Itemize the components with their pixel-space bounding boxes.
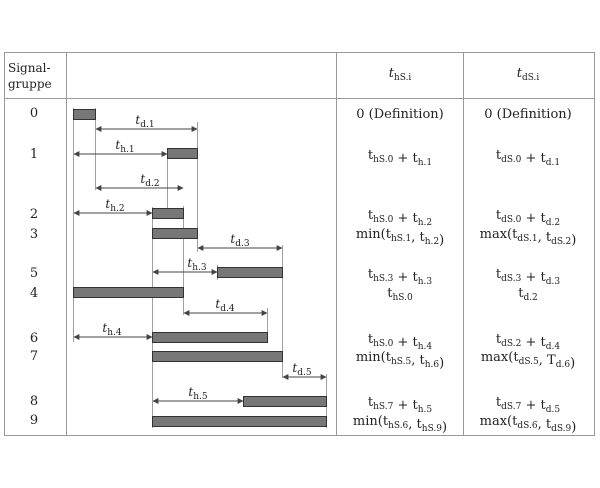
th-cell-3: $\min(t_{hS.1}$, $t_{h.2}$) <box>355 227 445 248</box>
bar-group-1 <box>168 149 198 159</box>
row-label: 6 <box>29 331 39 346</box>
header-td: $t_{dS.i}$ <box>516 66 540 83</box>
td-cell-1: $t_{dS.0} + t_{d.1}$ <box>495 148 561 168</box>
bar-group-6 <box>153 333 268 343</box>
row-label: 8 <box>29 394 39 409</box>
th-cell-2: $t_{hS.0} + t_{h.2}$ <box>367 208 433 228</box>
bar-group-2 <box>153 209 184 219</box>
formula-column-th <box>353 107 447 435</box>
bar-group-4 <box>74 288 184 298</box>
th-cell-8: $t_{hS.7} + t_{h.5}$ <box>367 395 433 415</box>
row-label: 2 <box>29 207 39 222</box>
arrow-label: $t_{h.1}$ <box>115 138 135 155</box>
arrow-label: $t_{d.4}$ <box>215 297 235 314</box>
bar-group-7 <box>153 352 283 362</box>
row-label: 5 <box>29 266 39 281</box>
arrow-label: $t_{d.5}$ <box>292 361 312 378</box>
arrow-label: $t_{d.1}$ <box>135 113 155 130</box>
bar-group-0 <box>74 110 96 120</box>
td-cell-5: $t_{dS.3} + t_{d.3}$ <box>495 267 561 287</box>
header-signal-line2: gruppe <box>8 77 52 91</box>
bar-group-5 <box>218 268 283 278</box>
bar-group-8 <box>244 397 327 407</box>
header-th: $t_{hS.i}$ <box>388 66 412 83</box>
th-cell-6: $t_{hS.0} + t_{h.4}$ <box>367 332 433 352</box>
td-cell-2: $t_{dS.0} + t_{d.2}$ <box>495 208 561 228</box>
td-cell-8: $t_{dS.7} + t_{d.5}$ <box>495 395 561 415</box>
bar-group-3 <box>153 229 198 239</box>
row-label: 9 <box>29 413 39 428</box>
th-cell-7: $\min(t_{hS.5}$, $t_{h.6}$) <box>355 350 445 371</box>
td-cell-4: $t_{d.2}$ <box>518 286 538 303</box>
arrow-label: $t_{h.3}$ <box>187 256 207 273</box>
th-cell-5: $t_{hS.3} + t_{h.3}$ <box>367 267 433 287</box>
row-label: 3 <box>29 227 39 242</box>
arrow-label: $t_{d.3}$ <box>230 232 250 249</box>
th-cell-9: $\min(t_{hS.6}$, $t_{hS.9}$) <box>352 414 448 435</box>
td-cell-9: $\max(t_{dS.6}$, $t_{dS.9}$) <box>479 414 577 435</box>
arrow-label: $t_{d.2}$ <box>140 172 160 189</box>
row-labels <box>30 106 38 428</box>
bar-group-9 <box>153 417 327 427</box>
th-cell-0: 0 (Definition) <box>356 107 444 122</box>
td-cell-0: 0 (Definition) <box>484 107 572 122</box>
arrow-label: $t_{h.5}$ <box>188 385 208 402</box>
row-label: 7 <box>29 349 39 364</box>
td-cell-7: $\max(t_{dS.5}$, $T_{d.6}$) <box>480 350 576 371</box>
row-label: 1 <box>29 147 39 162</box>
arrow-label: $t_{h.2}$ <box>105 197 125 214</box>
row-label: 0 <box>29 106 39 121</box>
td-cell-6: $t_{dS.2} + t_{d.4}$ <box>495 332 561 352</box>
arrow-label: $t_{h.4}$ <box>102 321 122 338</box>
td-cell-3: $\max(t_{dS.1}$, $t_{dS.2}$) <box>479 227 577 248</box>
formula-column-td <box>480 107 577 435</box>
th-cell-4: $t_{hS.0}$ <box>387 286 413 303</box>
th-cell-1: $t_{hS.0} + t_{h.1}$ <box>367 148 433 168</box>
row-label: 4 <box>29 286 39 301</box>
header-signal-line1: Signal- <box>8 61 51 75</box>
